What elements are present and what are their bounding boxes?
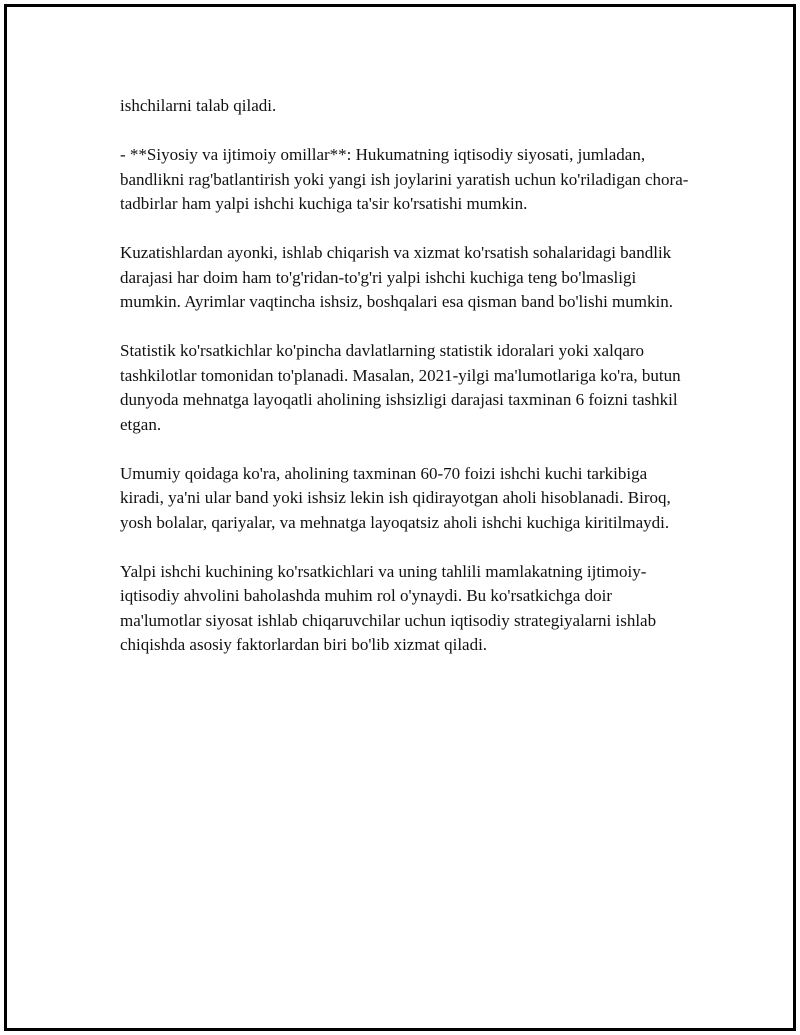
paragraph: ishchilarni talab qiladi. bbox=[120, 96, 277, 115]
paragraph: Kuzatishlardan ayonki, ishlab chiqarish va xizmat ko'rsatish sohalaridagi bandlik darajasi har doim ham to'g'ridan-to'g'ri yalpi ishchi kuchiga teng bo'lmasligi mumkin. Ayrimlar vaqtincha ishsiz, boshqalari esa qisman band bo'lishi mumkin. bbox=[120, 243, 673, 311]
paragraph: Umumiy qoidaga ko'ra, aholining taxminan 60-70 foizi ishchi kuchi tarkibiga kiradi, ya'ni ular band yoki ishsiz lekin ish qidirayotgan aholi hisoblanadi. Biroq, yosh bolalar, qariyalar, va mehnatga layoqatsiz aholi ishchi kuchiga kiritilmaydi. bbox=[120, 463, 671, 532]
paragraph: - **Siyosiy va ijtimoiy omillar**: Hukumatning iqtisodiy siyosati, jumladan, bandlikni rag'batlantirish yoki yangi ish joylarini yaratish uchun ko'riladigan chora-tadbirlar ham yalpi ishchi kuchiga ta'sir ko'rsatishi mumkin. bbox=[120, 145, 689, 213]
paragraph: Yalpi ishchi kuchining ko'rsatkichlari va uning tahlili mamlakatning ijtimoiy-iqtisodiy ahvolini baholashda muhim rol o'ynaydi. Bu ko'rsatkichga doir ma'lumotlar siyosat ishlab chiqaruvchilar uchun iqtisodiy strategiyalarni ishlab chiqishda asosiy faktorlardan biri bo'lib xizmat qiladi. bbox=[120, 561, 657, 654]
document-body bbox=[120, 94, 695, 682]
paragraph: Statistik ko'rsatkichlar ko'pincha davlatlarning statistik idoralari yoki xalqaro tashkilotlar tomonidan to'planadi. Masalan, 2021-yilgi ma'lumotlariga ko'ra, butun dunyoda mehnatga layoqatli aholining ishsizligi darajasi taxminan 6 foizni tashkil etgan. bbox=[120, 341, 681, 434]
document-page bbox=[4, 4, 796, 1031]
